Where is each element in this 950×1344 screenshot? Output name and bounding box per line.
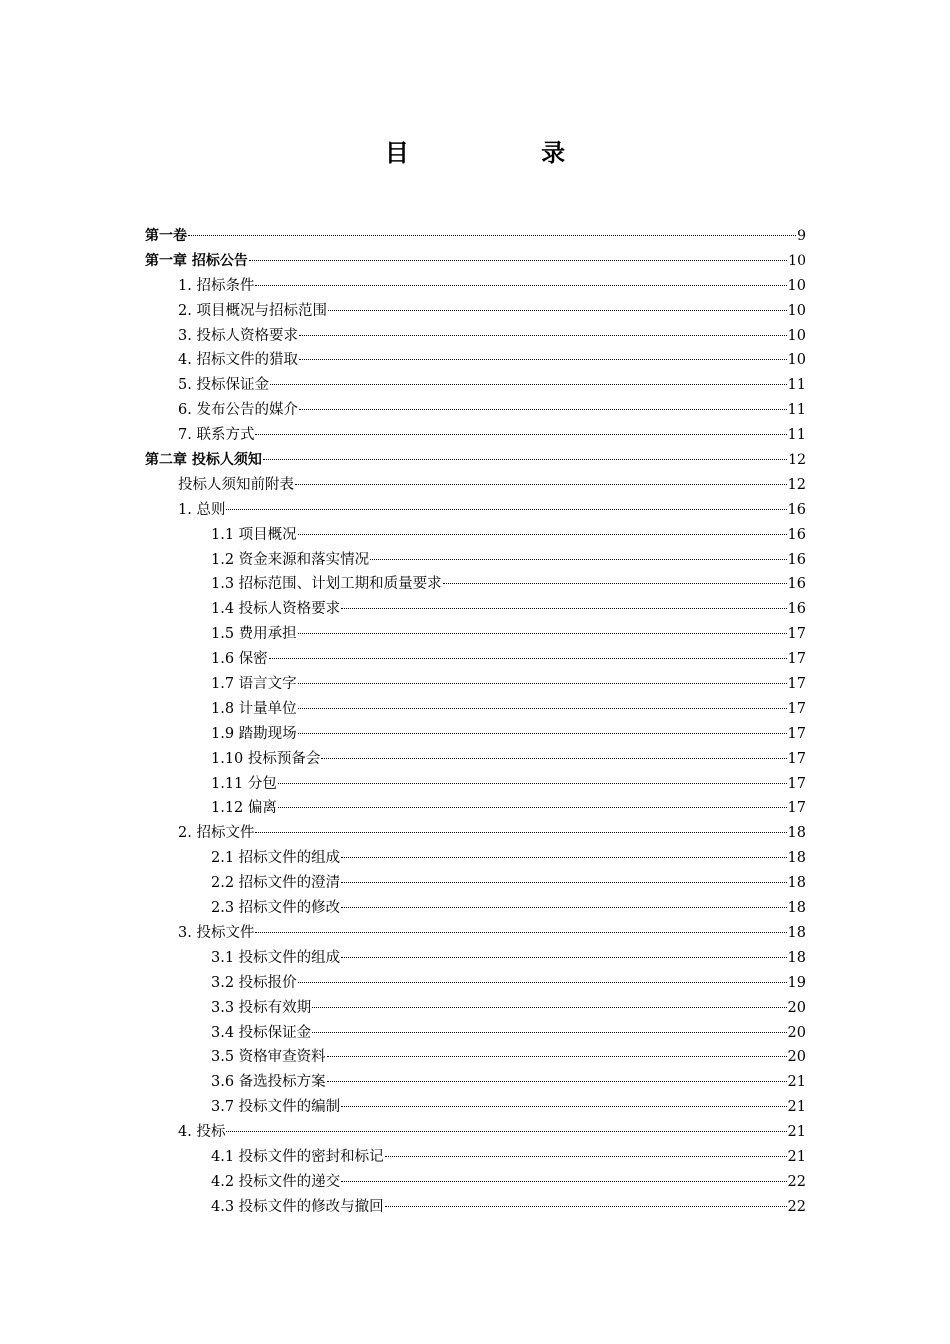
toc-entry-label: 4. 投标	[178, 1124, 226, 1141]
toc-entry-label: 4.1 投标文件的密封和标记	[211, 1148, 384, 1165]
toc-entry-label: 1.10 投标预备会	[211, 750, 321, 767]
toc-entry-page-number: 18	[787, 850, 806, 867]
toc-entry-label: 2. 招标文件	[178, 825, 255, 842]
dot-leader	[298, 683, 787, 684]
dot-leader	[295, 484, 787, 485]
dot-leader	[226, 509, 786, 510]
toc-entry-label: 1.9 踏勘现场	[211, 725, 297, 742]
toc-entry[interactable]	[145, 249, 806, 274]
toc-entry-page-number: 16	[787, 501, 806, 518]
toc-entry-page-number: 16	[787, 576, 806, 593]
toc-entry-page-number: 18	[787, 924, 806, 941]
toc-entry[interactable]	[145, 523, 806, 548]
toc-entry-label: 5. 投标保证金	[178, 377, 269, 394]
toc-entry[interactable]	[145, 946, 806, 971]
toc-entry-page-number: 17	[787, 800, 806, 817]
toc-entry-label: 3.3 投标有效期	[211, 999, 312, 1016]
toc-entry[interactable]	[145, 996, 806, 1021]
toc-entry[interactable]	[145, 448, 806, 473]
toc-entry-page-number: 12	[787, 476, 806, 493]
dot-leader	[270, 384, 787, 385]
toc-entry[interactable]	[145, 971, 806, 996]
dot-leader	[299, 335, 787, 336]
toc-entry-page-number: 21	[787, 1148, 806, 1165]
toc-entry-label: 6. 发布公告的媒介	[178, 402, 298, 419]
dot-leader	[341, 882, 786, 883]
toc-entry-page-number: 17	[787, 750, 806, 767]
dot-leader	[341, 907, 786, 908]
toc-entry-label: 1.2 资金来源和落实情况	[211, 551, 370, 568]
toc-entry-page-number: 16	[787, 601, 806, 618]
toc-entry[interactable]	[145, 1120, 806, 1145]
toc-entry-page-number: 17	[787, 725, 806, 742]
toc-entry[interactable]	[145, 747, 806, 772]
toc-entry-page-number: 22	[787, 1173, 806, 1190]
dot-leader	[278, 783, 787, 784]
toc-entry-label: 3.2 投标报价	[211, 974, 297, 991]
page-title: 目 录	[384, 139, 628, 167]
toc-entry-page-number: 18	[787, 900, 806, 917]
toc-entry-label: 3.5 资格审查资料	[211, 1049, 326, 1066]
toc-entry-page-number: 11	[787, 377, 806, 394]
dot-leader	[341, 857, 786, 858]
toc-entry[interactable]	[145, 498, 806, 523]
dot-leader	[226, 1131, 786, 1132]
dot-leader	[321, 758, 786, 759]
toc-entry-label: 3.7 投标文件的编制	[211, 1099, 341, 1116]
toc-entry-page-number: 10	[788, 252, 806, 269]
dot-leader	[255, 285, 786, 286]
toc-entry-label: 7. 联系方式	[178, 427, 255, 444]
toc-entry-page-number: 16	[787, 551, 806, 568]
toc-entry[interactable]	[145, 796, 806, 821]
dot-leader	[188, 235, 796, 236]
dot-leader	[341, 1106, 786, 1107]
dot-leader	[385, 1206, 787, 1207]
dot-leader	[269, 658, 787, 659]
toc-entry-page-number: 22	[787, 1198, 806, 1215]
dot-leader	[298, 633, 787, 634]
toc-entry[interactable]	[145, 473, 806, 498]
toc-entry-page-number: 20	[787, 1049, 806, 1066]
toc-entry-label: 1.8 计量单位	[211, 700, 297, 717]
dot-leader	[298, 708, 787, 709]
dot-leader	[312, 1007, 786, 1008]
dot-leader	[341, 957, 786, 958]
toc-entry-page-number: 11	[787, 402, 806, 419]
toc-entry[interactable]	[145, 772, 806, 797]
toc-entry-label: 3.6 备选投标方案	[211, 1074, 326, 1091]
toc-entry[interactable]	[145, 324, 806, 349]
toc-entry-label: 第一章 招标公告	[145, 252, 248, 269]
toc-entry-page-number: 20	[787, 1024, 806, 1041]
toc-entry-page-number: 20	[787, 999, 806, 1016]
toc-entry[interactable]	[145, 348, 806, 373]
toc-entry-label: 3.4 投标保证金	[211, 1024, 312, 1041]
dot-leader	[385, 1156, 787, 1157]
toc-entry-label: 2. 项目概况与招标范围	[178, 302, 327, 319]
toc-entry[interactable]	[145, 423, 806, 448]
toc-entry[interactable]	[145, 224, 806, 249]
toc-entry-label: 1.12 偏离	[211, 800, 277, 817]
toc-entry[interactable]	[145, 1145, 806, 1170]
toc-entry[interactable]	[145, 921, 806, 946]
toc-entry-page-number: 10	[787, 327, 806, 344]
toc-entry-label: 1.5 费用承担	[211, 626, 297, 643]
toc-entry-label: 1.1 项目概况	[211, 526, 297, 543]
toc-entry[interactable]	[145, 1070, 806, 1095]
toc-entry-label: 3.1 投标文件的组成	[211, 949, 341, 966]
toc-entry-page-number: 17	[787, 775, 806, 792]
dot-leader	[298, 982, 787, 983]
toc-entry-page-number: 11	[787, 427, 806, 444]
toc-entry-page-number: 21	[787, 1074, 806, 1091]
dot-leader	[327, 1056, 787, 1057]
toc-entry-label: 1.11 分包	[211, 775, 277, 792]
toc-entry[interactable]	[145, 846, 806, 871]
toc-entry-page-number: 16	[787, 526, 806, 543]
toc-entry[interactable]	[145, 572, 806, 597]
toc-entry-label: 第一卷	[145, 228, 187, 244]
dot-leader	[255, 932, 786, 933]
toc-entry[interactable]	[145, 871, 806, 896]
toc-entry-page-number: 19	[787, 974, 806, 991]
toc-entry[interactable]	[145, 896, 806, 921]
dot-leader	[328, 310, 787, 311]
toc-entry-label: 1.7 语言文字	[211, 676, 297, 693]
toc-entry[interactable]	[145, 622, 806, 647]
toc-entry-label: 1. 招标条件	[178, 277, 255, 294]
toc-entry[interactable]	[145, 373, 806, 398]
table-of-contents	[145, 224, 806, 1220]
toc-entry-page-number: 18	[787, 825, 806, 842]
toc-entry[interactable]	[145, 697, 806, 722]
toc-entry-label: 4. 招标文件的猎取	[178, 352, 298, 369]
dot-leader	[370, 559, 786, 560]
toc-entry-label: 1.3 招标范围、计划工期和质量要求	[211, 576, 442, 593]
dot-leader	[249, 260, 787, 261]
dot-leader	[255, 434, 786, 435]
toc-entry-page-number: 18	[787, 875, 806, 892]
toc-entry[interactable]	[145, 821, 806, 846]
dot-leader	[263, 459, 787, 460]
dot-leader	[299, 409, 787, 410]
toc-entry-label: 1.6 保密	[211, 651, 268, 668]
toc-entry-label: 3. 投标人资格要求	[178, 327, 298, 344]
toc-entry-label: 2.3 招标文件的修改	[211, 900, 341, 917]
toc-entry-page-number: 17	[787, 700, 806, 717]
dot-leader	[298, 733, 787, 734]
toc-entry-page-number: 10	[787, 277, 806, 294]
toc-entry-page-number: 17	[787, 676, 806, 693]
dot-leader	[443, 583, 787, 584]
toc-entry[interactable]	[145, 548, 806, 573]
toc-entry-page-number: 17	[787, 626, 806, 643]
toc-entry-page-number: 21	[787, 1124, 806, 1141]
toc-entry-page-number: 9	[797, 228, 806, 244]
toc-entry-label: 4.3 投标文件的修改与撤回	[211, 1198, 384, 1215]
dot-leader	[341, 1181, 786, 1182]
dot-leader	[278, 807, 787, 808]
dot-leader	[298, 534, 787, 535]
toc-entry-page-number: 10	[787, 352, 806, 369]
toc-entry[interactable]	[145, 722, 806, 747]
toc-entry-label: 4.2 投标文件的递交	[211, 1173, 341, 1190]
dot-leader	[312, 1032, 786, 1033]
toc-entry[interactable]	[145, 1170, 806, 1195]
toc-entry-label: 2.2 招标文件的澄清	[211, 875, 341, 892]
toc-entry[interactable]	[145, 1195, 806, 1220]
toc-entry-label: 1. 总则	[178, 501, 226, 518]
toc-entry[interactable]	[145, 274, 806, 299]
toc-entry-label: 第二章 投标人须知	[145, 452, 262, 469]
toc-entry[interactable]	[145, 672, 806, 697]
toc-entry[interactable]	[145, 1095, 806, 1120]
toc-entry-label: 1.4 投标人资格要求	[211, 601, 341, 618]
toc-entry[interactable]	[145, 1045, 806, 1070]
toc-entry-page-number: 17	[787, 651, 806, 668]
toc-entry[interactable]	[145, 398, 806, 423]
toc-entry-page-number: 18	[787, 949, 806, 966]
toc-entry[interactable]	[145, 597, 806, 622]
dot-leader	[327, 1081, 787, 1082]
toc-entry[interactable]	[145, 647, 806, 672]
toc-entry-page-number: 21	[787, 1099, 806, 1116]
toc-entry-page-number: 12	[788, 452, 806, 469]
toc-entry-page-number: 10	[787, 302, 806, 319]
dot-leader	[341, 608, 786, 609]
toc-entry-label: 3. 投标文件	[178, 924, 255, 941]
toc-entry-label: 2.1 招标文件的组成	[211, 850, 341, 867]
dot-leader	[299, 359, 787, 360]
toc-entry-label: 投标人须知前附表	[178, 476, 294, 493]
toc-entry[interactable]	[145, 1021, 806, 1046]
dot-leader	[255, 832, 786, 833]
toc-entry[interactable]	[145, 299, 806, 324]
